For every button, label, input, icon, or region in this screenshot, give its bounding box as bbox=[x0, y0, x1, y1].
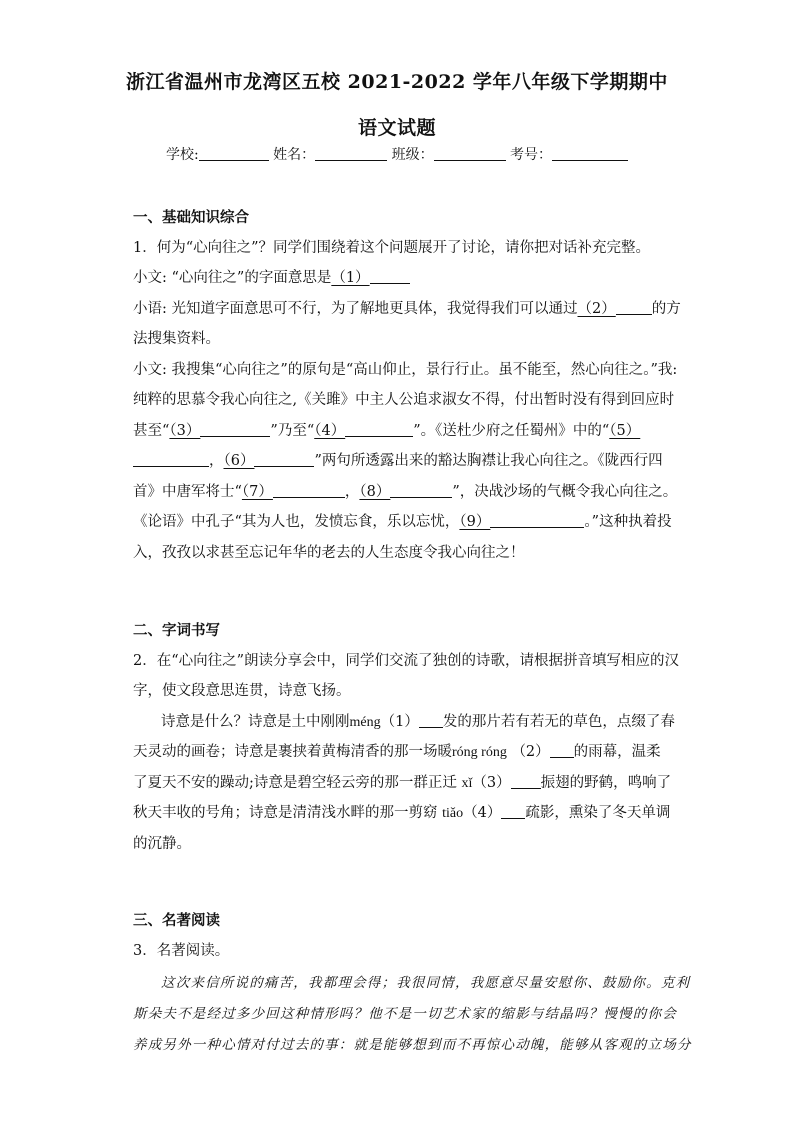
blank-9[interactable]: （9） bbox=[459, 514, 491, 530]
q2-para-line2: 天灵动的画卷；诗意是裹挟着黄梅清香的那一场暖róng róng （2） 的雨幕，温柔 bbox=[133, 744, 661, 760]
pinyin-blank-3[interactable] bbox=[511, 774, 541, 789]
q2-prompt-line1: 2．在“心向往之”朗读分享会中，同学们交流了独创的诗歌，请根据拼音填写相应的汉 bbox=[133, 653, 680, 669]
q2-para-line3: 了夏天不安的躁动;诗意是碧空轻云旁的那一群正迁 xǐ（3） 振翅的野鹤，鸣响了 bbox=[133, 775, 672, 791]
exam-title-line1: 浙江省温州市龙湾区五校 2021-2022 学年八年级下学期期中 bbox=[126, 71, 668, 93]
exam-title-line2: 语文试题 bbox=[357, 117, 436, 139]
blank-3[interactable]: （3） bbox=[169, 423, 201, 439]
name-field[interactable] bbox=[315, 146, 387, 161]
excerpt-line1: 这次来信所说的痛苦，我都理会得；我很同情，我愿意尽量安慰你、鼓励你。克利 bbox=[161, 975, 691, 991]
section1-heading: 一、基础知识综合 bbox=[133, 209, 249, 226]
blank-7[interactable]: （7） bbox=[241, 484, 273, 500]
number-label: 考号： bbox=[510, 147, 553, 163]
blank-1[interactable]: （1） bbox=[331, 270, 370, 286]
q1-xiaoyu-line2: 法搜集资料。 bbox=[133, 331, 220, 347]
q2-para-line5: 的沉静。 bbox=[133, 836, 191, 852]
excerpt-line3: 养成另外一种心情对付过去的事：就是能够想到而不再惊心动魄，能够从客观的立场分 bbox=[133, 1037, 692, 1053]
q2-para-line1: 诗意是什么？诗意是土中刚刚méng（1） 发的那片若有若无的草色，点缀了春 bbox=[161, 714, 675, 730]
section3-heading: 三、名著阅读 bbox=[133, 912, 220, 929]
pinyin-blank-4[interactable] bbox=[501, 804, 525, 819]
blank-6[interactable]: （6） bbox=[223, 453, 255, 469]
excerpt-line2: 斯朵夫不是经过多少回这种情形吗？他不是一切艺术家的缩影与结晶吗？慢慢的你会 bbox=[133, 1006, 677, 1022]
number-field[interactable] bbox=[552, 146, 628, 161]
class-field[interactable] bbox=[434, 146, 506, 161]
q1-p3-line5: 首》中唐军将士“（7） ，（8） ”，决战沙场的气概令我心向往之。 bbox=[133, 484, 678, 500]
q1-xiaoyu-line: 小语: 光知道字面意思可不行，为了解地更具体，我觉得我们可以通过（2） 的方 bbox=[133, 301, 681, 317]
q1-p3-line1: 小文: 我搜集“心向往之”的原句是“高山仰止，景行行止。虽不能至，然心向往之。”我: bbox=[133, 362, 678, 378]
school-field[interactable] bbox=[199, 146, 269, 161]
q1-xiaowen-line: 小文: “心向往之”的字面意思是（1） bbox=[133, 266, 410, 287]
school-label: 学校: bbox=[165, 147, 199, 163]
q1-p3-line6: 《论语》中孔子“其为人也，发愤忘食，乐以忘忧，（9） 。”这种执着投 bbox=[133, 514, 672, 530]
q2-prompt-line2: 字，使文段意思连贯，诗意飞扬。 bbox=[133, 683, 351, 699]
q2-para-line4: 秋天丰收的号角；诗意是清清浅水畔的那一剪窈 tiǎo（4） 疏影，熏染了冬天单调 bbox=[133, 805, 671, 821]
section2-heading: 二、字词书写 bbox=[133, 622, 220, 639]
pinyin-blank-2[interactable] bbox=[550, 743, 574, 758]
student-info-row bbox=[0, 144, 794, 164]
blank-4[interactable]: （4） bbox=[314, 423, 346, 439]
pinyin-blank-1[interactable] bbox=[419, 713, 443, 728]
q1-p3-line3: 甚至“（3） ”乃至“（4） ”。《送杜少府之任蜀州》中的“（5） bbox=[133, 423, 641, 439]
class-label: 班级： bbox=[391, 147, 434, 163]
q3-prompt: 3．名著阅读。 bbox=[133, 943, 230, 959]
q1-p3-line4: ，（6） ”两句所透露出来的豁达胸襟让我心向往之。《陇西行四 bbox=[133, 449, 663, 470]
q1-p3-line7: 入，孜孜以求甚至忘记年华的老去的人生态度令我心向往之！ bbox=[133, 545, 525, 561]
blank-2[interactable]: （2） bbox=[577, 301, 616, 317]
q1-p3-line2: 纯粹的思慕令我心向往之,《关雎》中主人公追求淑女不得，付出暂时没有得到回应时 bbox=[133, 392, 675, 408]
name-label: 姓名： bbox=[273, 147, 316, 163]
blank-8[interactable]: （8） bbox=[359, 484, 391, 500]
blank-5[interactable]: （5） bbox=[609, 423, 641, 439]
q1-prompt: 1．何为“心向往之”？同学们围绕着这个问题展开了讨论，请你把对话补充完整。 bbox=[133, 240, 651, 256]
